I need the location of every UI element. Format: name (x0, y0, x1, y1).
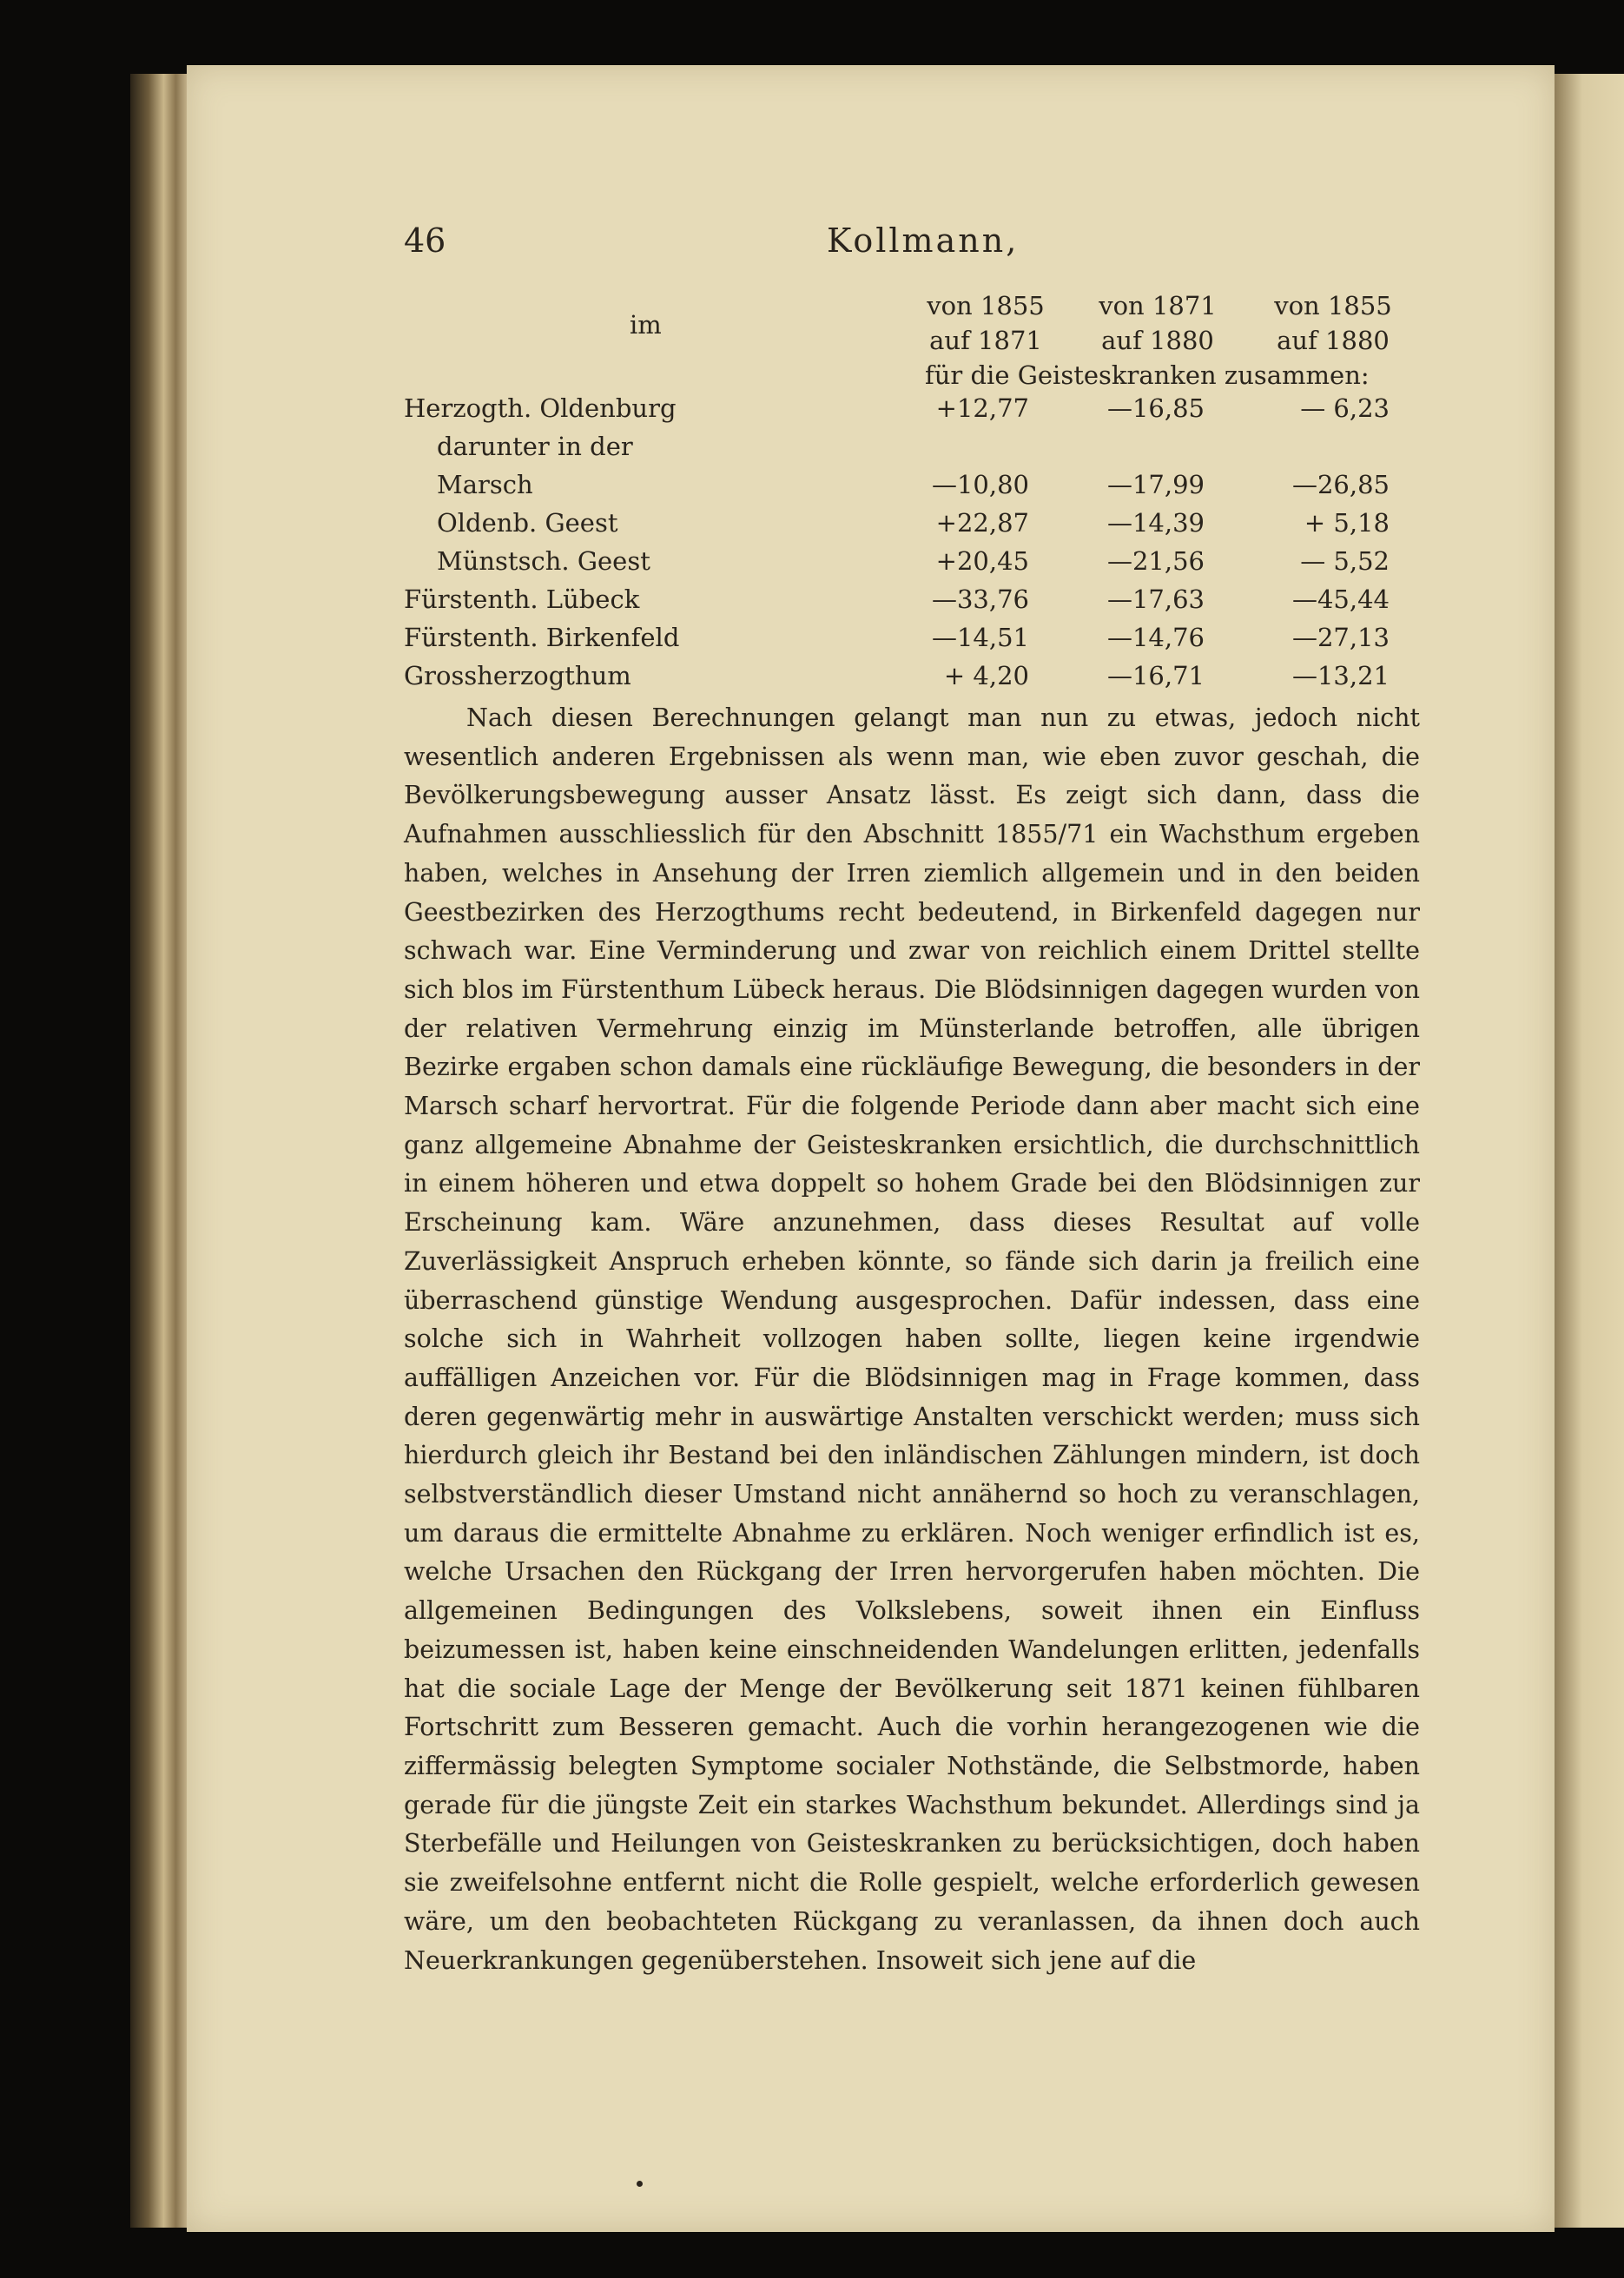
col-header-1-line1: von 1855 (927, 291, 1045, 320)
col-header-3-line1: von 1855 (1274, 291, 1392, 320)
row-value-1: + 4,20 (943, 661, 1029, 690)
row-value-3: —13,21 (1291, 661, 1390, 690)
table-row (404, 661, 1420, 697)
row-value-1: +20,45 (935, 546, 1029, 576)
row-label: Grossherzogthum (404, 661, 631, 690)
body-text (404, 699, 1420, 1980)
adjacent-page-edge (1555, 74, 1624, 2228)
row-value-2: —16,85 (1106, 393, 1205, 423)
table-row (404, 584, 1420, 621)
table-row (404, 470, 1420, 506)
row-value-2: —17,63 (1106, 584, 1205, 614)
row-value-1: —10,80 (931, 470, 1029, 499)
table-row (404, 623, 1420, 659)
row-label: Münstsch. Geest (437, 546, 650, 576)
row-value-1: +12,77 (935, 393, 1029, 423)
table-row (404, 546, 1420, 583)
row-label: darunter in der (437, 432, 633, 461)
stray-ink-dot (637, 2181, 643, 2187)
row-value-3: —26,85 (1291, 470, 1390, 499)
table-subheader: für die Geisteskranken zusammen: (925, 360, 1370, 390)
col-header-2-line1: von 1871 (1099, 291, 1217, 320)
page-number: 46 (404, 221, 446, 260)
row-label: Oldenb. Geest (437, 508, 618, 538)
row-value-2: —17,99 (1106, 470, 1205, 499)
book-spine-edge (130, 74, 191, 2228)
col-header-2-line2: auf 1880 (1101, 326, 1214, 355)
row-label: Fürstenth. Birkenfeld (404, 623, 680, 652)
row-value-3: — 6,23 (1300, 393, 1390, 423)
body-paragraph: Nach diesen Berechnungen gelangt man nun zu etwas, jedoch nicht wesentlich anderen Ergebnissen als wenn man, wie eben zuvor geschah, die Bevölkerungsbewegung ausser Ansatz lässt. Es zeigt sich dann, dass die Aufnahmen ausschliesslich für den Abschnitt 1855/71 ein Wachsthum ergeben haben, welches in Ansehung der Irren ziemlich allgemein und in den beiden Geestbezirken des Herzogthums recht bedeutend, in Birkenfeld dagegen nur schwach war. Eine Verminderung und zwar von reichlich einem Drittel stellte sich blos im Fürstenthum Lübeck heraus. Die Blödsinnigen dagegen wurden von der relativen Vermehrung einzig im Münsterlande betroffen, alle übrigen Bezirke ergaben schon damals eine rückläufige Bewegung, die besonders in der Marsch scharf hervortrat. Für die folgende Periode dann aber macht sich eine ganz allgemeine Abnahme der Geisteskranken ersichtlich, die durchschnittlich in einem höheren und etwa doppelt so hohem Grade bei den Blödsinnigen zur Erscheinung kam. Wäre anzunehmen, dass dieses Resultat auf volle Zuverlässigkeit Anspruch erheben könnte, so fände sich darin ja freilich eine überraschend günstige Wendung ausgesprochen. Dafür indessen, dass eine solche sich in Wahrheit vollzogen haben sollte, liegen keine irgendwie auffälligen Anzeichen vor. Für die Blödsinnigen mag in Frage kommen, dass deren gegenwärtig mehr in auswärtige Anstalten verschickt werden; muss sich hierdurch gleich ihr Bestand bei den inländischen Zählungen mindern, ist doch selbstverständlich dieser Umstand nicht annähernd so hoch zu veranschlagen, um daraus die ermittelte Abnahme zu erklären. Noch weniger erfindlich ist es, welche Ursachen den Rückgang der Irren hervorgerufen haben möchten. Die allgemeinen Bedingungen des Volkslebens, soweit ihnen ein Einfluss beizumessen ist, haben keine einschneidenden Wandelungen erlitten, jedenfalls hat die sociale Lage der Menge der Bevölkerung seit 1871 keinen fühlbaren Fortschritt zum Besseren gemacht. Auch die vorhin herangezogenen wie die ziffermässig belegten Symptome socialer Nothstände, die Selbstmorde, haben gerade für die jüngste Zeit ein starkes Wachsthum bekundet. Allerdings sind ja Sterbefälle und Heilungen von Geisteskranken zu berücksichtigen, doch haben sie zweifelsohne entfernt nicht die Rolle gespielt, welche erforderlich gewesen wäre, um den beobachteten Rückgang zu veranlassen, da ihnen doch auch Neuerkrankungen gegenüberstehen. Insoweit sich jene auf die (404, 703, 1420, 1975)
col-header-1-line2: auf 1871 (929, 326, 1042, 355)
row-label: Marsch (437, 470, 533, 499)
row-value-3: —27,13 (1291, 623, 1390, 652)
row-value-2: —21,56 (1106, 546, 1205, 576)
row-value-2: —14,76 (1106, 623, 1205, 652)
table-header-line-2 (404, 326, 1420, 360)
row-value-3: —45,44 (1291, 584, 1390, 614)
row-label: Herzogth. Oldenburg (404, 393, 677, 423)
row-value-2: —14,39 (1106, 508, 1205, 538)
table-im-label: im (630, 310, 662, 340)
row-label: Fürstenth. Lübeck (404, 584, 640, 614)
row-value-1: +22,87 (935, 508, 1029, 538)
table-row (404, 508, 1420, 545)
row-value-2: —16,71 (1106, 661, 1205, 690)
row-value-1: —14,51 (931, 623, 1029, 652)
row-value-1: —33,76 (931, 584, 1029, 614)
table-row (404, 432, 1420, 468)
col-header-3-line2: auf 1880 (1277, 326, 1390, 355)
table-header-line-1 (404, 291, 1420, 326)
row-value-3: + 5,18 (1304, 508, 1390, 538)
page-header (404, 221, 1403, 265)
table-row (404, 393, 1420, 430)
running-head: Kollmann, (827, 221, 1020, 260)
row-value-3: — 5,52 (1300, 546, 1390, 576)
